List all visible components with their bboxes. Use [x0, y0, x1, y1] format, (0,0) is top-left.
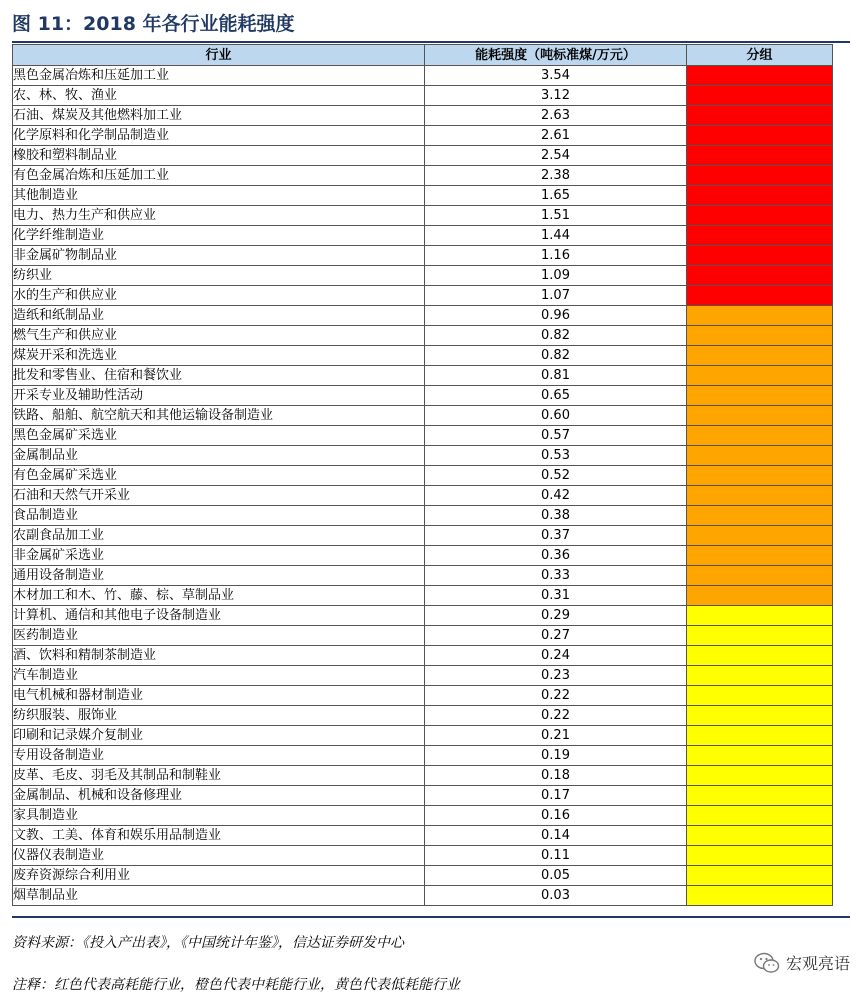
group-color-cell	[687, 706, 833, 726]
intensity-cell: 0.96	[425, 306, 687, 326]
industry-cell: 石油和天然气开采业	[13, 486, 425, 506]
header-industry: 行业	[13, 45, 425, 66]
group-color-cell	[687, 766, 833, 786]
industry-cell: 文教、工美、体育和娱乐用品制造业	[13, 826, 425, 846]
industry-cell: 纺织服装、服饰业	[13, 706, 425, 726]
group-color-cell	[687, 666, 833, 686]
table-row	[13, 746, 833, 766]
table-row	[13, 526, 833, 546]
intensity-cell: 0.31	[425, 586, 687, 606]
title-rule	[12, 41, 850, 43]
table-row	[13, 806, 833, 826]
table-row	[13, 486, 833, 506]
group-color-cell	[687, 266, 833, 286]
industry-cell: 仪器仪表制造业	[13, 846, 425, 866]
table-bottom-rule	[12, 916, 850, 918]
table-row	[13, 66, 833, 86]
industry-cell: 有色金属矿采选业	[13, 466, 425, 486]
intensity-cell: 1.09	[425, 266, 687, 286]
group-color-cell	[687, 786, 833, 806]
industry-cell: 医药制造业	[13, 626, 425, 646]
intensity-cell: 0.22	[425, 686, 687, 706]
intensity-cell: 0.82	[425, 346, 687, 366]
group-color-cell	[687, 86, 833, 106]
intensity-cell: 0.38	[425, 506, 687, 526]
group-color-cell	[687, 286, 833, 306]
intensity-cell: 0.14	[425, 826, 687, 846]
intensity-cell: 0.29	[425, 606, 687, 626]
group-color-cell	[687, 426, 833, 446]
group-color-cell	[687, 866, 833, 886]
group-color-cell	[687, 846, 833, 866]
group-color-cell	[687, 126, 833, 146]
group-color-cell	[687, 506, 833, 526]
industry-cell: 非金属矿采选业	[13, 546, 425, 566]
table-row	[13, 186, 833, 206]
table-row	[13, 326, 833, 346]
header-intensity: 能耗强度（吨标准煤/万元）	[425, 45, 687, 66]
industry-cell: 食品制造业	[13, 506, 425, 526]
industry-cell: 金属制品、机械和设备修理业	[13, 786, 425, 806]
intensity-cell: 0.81	[425, 366, 687, 386]
industry-cell: 铁路、船舶、航空航天和其他运输设备制造业	[13, 406, 425, 426]
table-row	[13, 426, 833, 446]
group-color-cell	[687, 746, 833, 766]
table-row	[13, 446, 833, 466]
industry-cell: 电力、热力生产和供应业	[13, 206, 425, 226]
table-row	[13, 266, 833, 286]
intensity-cell: 0.36	[425, 546, 687, 566]
table-row	[13, 86, 833, 106]
table-row	[13, 106, 833, 126]
industry-cell: 专用设备制造业	[13, 746, 425, 766]
table-row	[13, 506, 833, 526]
table-row	[13, 606, 833, 626]
intensity-cell: 0.42	[425, 486, 687, 506]
group-color-cell	[687, 386, 833, 406]
table-row	[13, 246, 833, 266]
table-row	[13, 126, 833, 146]
table-row	[13, 386, 833, 406]
industry-cell: 金属制品业	[13, 446, 425, 466]
table-row	[13, 166, 833, 186]
intensity-cell: 0.33	[425, 566, 687, 586]
group-color-cell	[687, 546, 833, 566]
table-row	[13, 366, 833, 386]
table-row	[13, 726, 833, 746]
intensity-cell: 2.61	[425, 126, 687, 146]
industry-cell: 黑色金属矿采选业	[13, 426, 425, 446]
industry-cell: 化学原料和化学制品制造业	[13, 126, 425, 146]
table-row	[13, 706, 833, 726]
industry-cell: 烟草制品业	[13, 886, 425, 906]
figure-title: 图 11：2018 年各行业能耗强度	[12, 13, 295, 35]
source-note: 资料来源：《投入产出表》，《中国统计年鉴》，信达证券研发中心	[12, 935, 404, 951]
industry-cell: 黑色金属冶炼和压延加工业	[13, 66, 425, 86]
industry-cell: 批发和零售业、住宿和餐饮业	[13, 366, 425, 386]
table-row	[13, 466, 833, 486]
table-row	[13, 686, 833, 706]
group-color-cell	[687, 626, 833, 646]
intensity-cell: 0.22	[425, 706, 687, 726]
group-color-cell	[687, 686, 833, 706]
intensity-cell: 0.11	[425, 846, 687, 866]
intensity-cell: 0.17	[425, 786, 687, 806]
industry-cell: 废弃资源综合利用业	[13, 866, 425, 886]
group-color-cell	[687, 226, 833, 246]
intensity-cell: 0.16	[425, 806, 687, 826]
table-header-row	[13, 45, 833, 66]
industry-cell: 通用设备制造业	[13, 566, 425, 586]
industry-cell: 木材加工和木、竹、藤、棕、草制品业	[13, 586, 425, 606]
group-color-cell	[687, 486, 833, 506]
table-row	[13, 786, 833, 806]
group-color-cell	[687, 566, 833, 586]
intensity-cell: 3.54	[425, 66, 687, 86]
industry-cell: 印刷和记录媒介复制业	[13, 726, 425, 746]
intensity-cell: 0.82	[425, 326, 687, 346]
group-color-cell	[687, 406, 833, 426]
wechat-icon	[754, 952, 780, 974]
table-row	[13, 226, 833, 246]
intensity-cell: 0.18	[425, 766, 687, 786]
table-row	[13, 866, 833, 886]
intensity-cell: 1.65	[425, 186, 687, 206]
industry-cell: 农副食品加工业	[13, 526, 425, 546]
table-row	[13, 546, 833, 566]
industry-cell: 水的生产和供应业	[13, 286, 425, 306]
table-row	[13, 646, 833, 666]
group-color-cell	[687, 106, 833, 126]
header-group: 分组	[687, 45, 833, 66]
industry-cell: 皮革、毛皮、羽毛及其制品和制鞋业	[13, 766, 425, 786]
intensity-cell: 0.60	[425, 406, 687, 426]
industry-cell: 其他制造业	[13, 186, 425, 206]
group-color-cell	[687, 306, 833, 326]
industry-cell: 有色金属冶炼和压延加工业	[13, 166, 425, 186]
table-row	[13, 406, 833, 426]
table-body	[13, 66, 833, 906]
intensity-cell: 2.38	[425, 166, 687, 186]
group-color-cell	[687, 346, 833, 366]
industry-cell: 造纸和纸制品业	[13, 306, 425, 326]
group-color-cell	[687, 726, 833, 746]
table-row	[13, 206, 833, 226]
industry-cell: 化学纤维制造业	[13, 226, 425, 246]
group-color-cell	[687, 586, 833, 606]
industry-cell: 燃气生产和供应业	[13, 326, 425, 346]
intensity-cell: 3.12	[425, 86, 687, 106]
group-color-cell	[687, 606, 833, 626]
table-row	[13, 826, 833, 846]
intensity-cell: 0.21	[425, 726, 687, 746]
group-color-cell	[687, 886, 833, 906]
intensity-cell: 0.37	[425, 526, 687, 546]
intensity-cell: 0.23	[425, 666, 687, 686]
group-color-cell	[687, 66, 833, 86]
intensity-cell: 0.65	[425, 386, 687, 406]
industry-cell: 电气机械和器材制造业	[13, 686, 425, 706]
group-color-cell	[687, 366, 833, 386]
group-color-cell	[687, 646, 833, 666]
group-color-cell	[687, 246, 833, 266]
color-legend-note: 注释：红色代表高耗能行业，橙色代表中耗能行业，黄色代表低耗能行业	[12, 977, 460, 993]
intensity-cell: 0.53	[425, 446, 687, 466]
intensity-cell: 1.07	[425, 286, 687, 306]
table-row	[13, 306, 833, 326]
group-color-cell	[687, 446, 833, 466]
industry-cell: 酒、饮料和精制茶制造业	[13, 646, 425, 666]
group-color-cell	[687, 166, 833, 186]
watermark	[754, 951, 850, 974]
group-color-cell	[687, 826, 833, 846]
group-color-cell	[687, 146, 833, 166]
industry-cell: 非金属矿物制品业	[13, 246, 425, 266]
group-color-cell	[687, 326, 833, 346]
energy-intensity-table	[12, 44, 833, 906]
table-row	[13, 886, 833, 906]
intensity-cell: 0.52	[425, 466, 687, 486]
industry-cell: 开采专业及辅助性活动	[13, 386, 425, 406]
industry-cell: 家具制造业	[13, 806, 425, 826]
table-row	[13, 346, 833, 366]
table-row	[13, 566, 833, 586]
table-row	[13, 626, 833, 646]
group-color-cell	[687, 526, 833, 546]
industry-cell: 计算机、通信和其他电子设备制造业	[13, 606, 425, 626]
intensity-cell: 1.44	[425, 226, 687, 246]
table-row	[13, 286, 833, 306]
table-row	[13, 666, 833, 686]
table-row	[13, 766, 833, 786]
industry-cell: 农、林、牧、渔业	[13, 86, 425, 106]
group-color-cell	[687, 466, 833, 486]
intensity-cell: 2.54	[425, 146, 687, 166]
group-color-cell	[687, 206, 833, 226]
intensity-cell: 1.51	[425, 206, 687, 226]
industry-cell: 石油、煤炭及其他燃料加工业	[13, 106, 425, 126]
intensity-cell: 0.57	[425, 426, 687, 446]
intensity-cell: 0.24	[425, 646, 687, 666]
intensity-cell: 0.19	[425, 746, 687, 766]
table-row	[13, 846, 833, 866]
industry-cell: 煤炭开采和洗选业	[13, 346, 425, 366]
group-color-cell	[687, 806, 833, 826]
group-color-cell	[687, 186, 833, 206]
intensity-cell: 0.27	[425, 626, 687, 646]
table-row	[13, 146, 833, 166]
watermark-text: 宏观亮语	[785, 954, 850, 973]
intensity-cell: 0.03	[425, 886, 687, 906]
industry-cell: 橡胶和塑料制品业	[13, 146, 425, 166]
intensity-cell: 2.63	[425, 106, 687, 126]
intensity-cell: 0.05	[425, 866, 687, 886]
table-row	[13, 586, 833, 606]
intensity-cell: 1.16	[425, 246, 687, 266]
industry-cell: 汽车制造业	[13, 666, 425, 686]
industry-cell: 纺织业	[13, 266, 425, 286]
